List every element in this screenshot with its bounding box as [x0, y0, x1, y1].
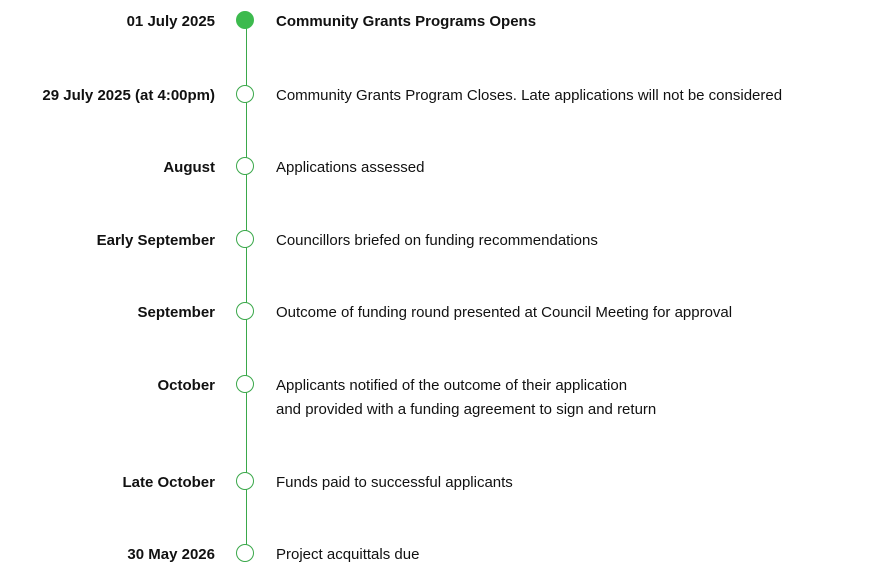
- event-description: Community Grants Programs Opens: [276, 13, 537, 30]
- timeline-event: [0, 10, 873, 34]
- timeline-event: [0, 471, 873, 495]
- milestone-dot-icon: [236, 85, 254, 103]
- event-date: Early September: [96, 232, 215, 249]
- milestone-dot-icon: [236, 157, 254, 175]
- timeline-event: [0, 84, 873, 108]
- milestone-dot-icon: [236, 544, 254, 562]
- event-date: 30 May 2026: [127, 546, 215, 563]
- event-description-line: Applicants notified of the outcome of their application: [276, 377, 628, 394]
- event-description: Community Grants Program Closes. Late applications will not be considered: [276, 87, 783, 104]
- event-description: Applications assessed: [276, 159, 425, 176]
- milestone-dot-icon: [236, 230, 254, 248]
- milestone-dot-icon: [236, 472, 254, 490]
- event-description: Outcome of funding round presented at Council Meeting for approval: [276, 304, 733, 321]
- timeline-event: [0, 301, 873, 325]
- event-date: 01 July 2025: [126, 13, 215, 30]
- event-description: Funds paid to successful applicants: [276, 474, 513, 491]
- milestone-dot-icon: [236, 375, 254, 393]
- event-description: [276, 374, 656, 422]
- event-date: September: [137, 304, 215, 321]
- milestone-dot-icon: [236, 302, 254, 320]
- timeline-event: [0, 229, 873, 253]
- timeline-event: [0, 156, 873, 180]
- event-description-line: and provided with a funding agreement to sign and return: [276, 401, 657, 418]
- event-description: Project acquittals due: [276, 546, 420, 563]
- event-date: 29 July 2025 (at 4:00pm): [42, 87, 215, 104]
- timeline-event: [0, 374, 873, 418]
- event-date: Late October: [122, 474, 215, 491]
- milestone-filled-dot-icon: [236, 11, 254, 29]
- event-description: Councillors briefed on funding recommendations: [276, 232, 598, 249]
- event-date: October: [157, 377, 215, 394]
- timeline-event: [0, 543, 873, 567]
- event-date: August: [163, 159, 215, 176]
